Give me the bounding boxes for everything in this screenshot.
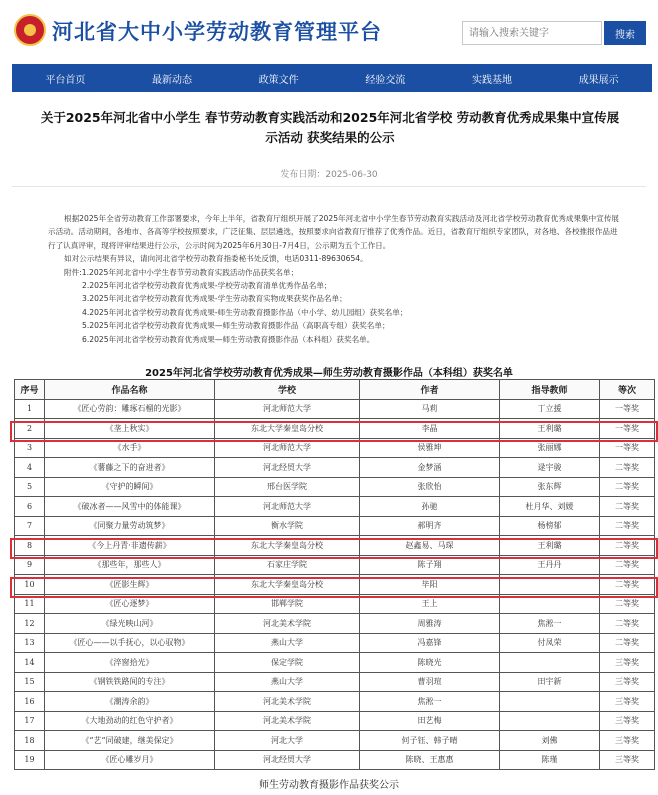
header-cell: 指导教师 — [500, 380, 600, 400]
table-cell: 二等奖 — [600, 536, 655, 556]
table-cell: 河北美术学院 — [215, 614, 360, 634]
table-cell: 赵鑫易、马琛 — [360, 536, 500, 556]
table-cell: 《淬窗拾光》 — [45, 653, 215, 673]
table-row — [15, 692, 655, 712]
table-cell: 邢台医学院 — [215, 477, 360, 497]
table-cell: 19 — [15, 750, 45, 770]
table-cell — [500, 692, 600, 712]
table-cell: 一等奖 — [600, 419, 655, 439]
table-row — [15, 750, 655, 770]
table-cell: 三等奖 — [600, 692, 655, 712]
table-cell: 周雅涛 — [360, 614, 500, 634]
table-cell: 河北师范大学 — [215, 438, 360, 458]
table-cell: 一等奖 — [600, 438, 655, 458]
table-row — [15, 594, 655, 614]
table-cell: 河北经贸大学 — [215, 750, 360, 770]
table-cell: 2 — [15, 419, 45, 439]
header-cell: 作品名称 — [45, 380, 215, 400]
search-button[interactable]: 搜索 — [604, 21, 646, 45]
table-cell: 5 — [15, 477, 45, 497]
table-cell: 刘佛 — [500, 731, 600, 751]
nav-item-exchange[interactable]: 经验交流 — [365, 74, 406, 86]
table-cell: 18 — [15, 731, 45, 751]
attachment-item[interactable]: 3.2025年河北省学校劳动教育优秀成果-学生劳动教育实物成果获奖作品名单； — [82, 294, 347, 304]
main-nav — [12, 64, 652, 92]
table-cell: 《水手》 — [45, 438, 215, 458]
table-cell: 焦淞一 — [360, 692, 500, 712]
divider — [12, 186, 646, 187]
table-cell: 《大地劲动的红色守护者》 — [45, 711, 215, 731]
table-cell: 陈晓、王惠惠 — [360, 750, 500, 770]
table-row — [15, 672, 655, 692]
table-cell: 9 — [15, 555, 45, 575]
table-cell: 河北师范大学 — [215, 399, 360, 419]
table-cell — [500, 711, 600, 731]
table-cell: 陈瑾 — [500, 750, 600, 770]
table-cell: 杜月华、刘媛 — [500, 497, 600, 517]
table-cell: 17 — [15, 711, 45, 731]
table-cell: 8 — [15, 536, 45, 556]
table-cell: 6 — [15, 497, 45, 517]
table-cell: 三等奖 — [600, 653, 655, 673]
table-cell — [500, 653, 600, 673]
image-caption: 师生劳动教育摄影作品获奖公示 — [259, 780, 399, 791]
table-cell: 田艺梅 — [360, 711, 500, 731]
table-cell: 马莉 — [360, 399, 500, 419]
header-cell: 学校 — [215, 380, 360, 400]
table-cell: 曹羽瑄 — [360, 672, 500, 692]
table-cell: 二等奖 — [600, 516, 655, 536]
table-cell: 二等奖 — [600, 458, 655, 478]
table-cell: 张东辉 — [500, 477, 600, 497]
table-cell: 孙驰 — [360, 497, 500, 517]
table-row — [15, 419, 655, 439]
header-cell: 序号 — [15, 380, 45, 400]
header-cell: 等次 — [600, 380, 655, 400]
site-header — [0, 0, 658, 62]
table-cell: 田宇新 — [500, 672, 600, 692]
table-cell: 陈子翔 — [360, 555, 500, 575]
emblem-icon[interactable] — [14, 14, 46, 46]
table-cell: 河北师范大学 — [215, 497, 360, 517]
table-cell: 李晶 — [360, 419, 500, 439]
table-cell: 冯嘉锋 — [360, 633, 500, 653]
table-cell: 二等奖 — [600, 575, 655, 595]
table-cell: 二等奖 — [600, 555, 655, 575]
nav-item-bases[interactable]: 实践基地 — [472, 74, 513, 86]
table-cell: 丁立援 — [500, 399, 600, 419]
table-header-row — [15, 380, 655, 400]
table-cell: 《绿光映山河》 — [45, 614, 215, 634]
table-cell: 衡水学院 — [215, 516, 360, 536]
table-cell: 张丽娜 — [500, 438, 600, 458]
table-cell: 11 — [15, 594, 45, 614]
table-cell: 王丹丹 — [500, 555, 600, 575]
table-cell: 东北大学秦皇岛分校 — [215, 419, 360, 439]
table-cell: 王利璐 — [500, 419, 600, 439]
table-cell: 《匠心——以手抚心，以心驭物》 — [45, 633, 215, 653]
table-cell: 东北大学秦皇岛分校 — [215, 575, 360, 595]
nav-item-achievements[interactable]: 成果展示 — [578, 74, 619, 86]
table-cell: 《匠心劳韵：雕琢石榴的光影》 — [45, 399, 215, 419]
table-cell: 《薯藤之下的奋进者》 — [45, 458, 215, 478]
table-row — [15, 614, 655, 634]
table-cell: 三等奖 — [600, 672, 655, 692]
table-row — [15, 731, 655, 751]
table-cell: 13 — [15, 633, 45, 653]
table-cell: 《钢铁铁路间的专注》 — [45, 672, 215, 692]
table-row — [15, 399, 655, 419]
attachment-item[interactable]: 6.2025年河北省学校劳动教育优秀成果—师生劳动教育摄影作品（本科组）获奖名单。 — [82, 334, 375, 344]
table-cell: 付凤荣 — [500, 633, 600, 653]
table-cell: 保定学院 — [215, 653, 360, 673]
table-cell: 16 — [15, 692, 45, 712]
table-cell: 逯宇骏 — [500, 458, 600, 478]
table-cell: 二等奖 — [600, 633, 655, 653]
table-cell: 焦淞一 — [500, 614, 600, 634]
header-cell: 作者 — [360, 380, 500, 400]
nav-item-home[interactable]: 平台首页 — [45, 74, 86, 86]
table-cell: 河北经贸大学 — [215, 458, 360, 478]
table-cell: 15 — [15, 672, 45, 692]
table-cell: 《那些年，那些人》 — [45, 555, 215, 575]
table-cell: 二等奖 — [600, 594, 655, 614]
table-cell: 《潮涛余韵》 — [45, 692, 215, 712]
table-cell: 《垄上秋实》 — [45, 419, 215, 439]
table-cell: 3 — [15, 438, 45, 458]
table-cell: 《匠心逐梦》 — [45, 594, 215, 614]
table-row — [15, 575, 655, 595]
table-cell: 邯郸学院 — [215, 594, 360, 614]
table-cell: 三等奖 — [600, 731, 655, 751]
paragraph: 如对公示结果有异议，请向河北省学校劳动教育指委秘书处反馈，电话0311-89630654。 — [64, 254, 368, 264]
table-cell: 毕阳 — [360, 575, 500, 595]
table-cell — [500, 594, 600, 614]
table-cell: 郝明齐 — [360, 516, 500, 536]
attachment-item[interactable]: 2.2025年河北省学校劳动教育优秀成果-学校劳动教育清单优秀作品名单； — [82, 281, 332, 291]
table-cell: 王上 — [360, 594, 500, 614]
table-title: 2025年河北省学校劳动教育优秀成果—师生劳动教育摄影作品（本科组）获奖名单 — [145, 368, 513, 379]
attachment-item[interactable]: 4.2025年河北省学校劳动教育优秀成果-师生劳动教育摄影作品（中小学、幼儿园组）获奖名单； — [82, 307, 408, 317]
table-cell: 二等奖 — [600, 614, 655, 634]
paragraph: 根据2025年全省劳动教育工作部署要求，今年上半年，省教育厅组织开展了2025年河北省中小学生春节劳动教育实践活动及河北省学校劳动教育优秀成果集中宣传展示活动。活动期间，各地市、各高等学校按照要求，广泛征集、层层遴选，按照要求向省教育厅推荐了优秀作品。近日，省教育厅组织专家团队，对各地、各校推报作品进行了认真评审，现将评审结果进行公示，公示时间为2025年6月30日-7月4日，公示期为五个工作日。 — [48, 214, 620, 250]
table-cell: 陈晓光 — [360, 653, 500, 673]
search-input[interactable] — [462, 21, 602, 45]
table-cell: 杨榜郁 — [500, 516, 600, 536]
table-cell: 燕山大学 — [215, 633, 360, 653]
publish-date: 发布日期：2025-06-30 — [280, 170, 378, 180]
table-cell: 1 — [15, 399, 45, 419]
table-cell: 东北大学秦皇岛分校 — [215, 536, 360, 556]
table-row — [15, 438, 655, 458]
table-cell: 金梦涵 — [360, 458, 500, 478]
table-cell: 河北大学 — [215, 731, 360, 751]
nav-item-news[interactable]: 最新动态 — [152, 74, 192, 86]
table-cell: 二等奖 — [600, 477, 655, 497]
table-cell — [500, 575, 600, 595]
table-cell: 《破冰者——风雪中的体能课》 — [45, 497, 215, 517]
table-row — [15, 497, 655, 517]
table-cell: 三等奖 — [600, 711, 655, 731]
table-row — [15, 516, 655, 536]
table-cell: 二等奖 — [600, 497, 655, 517]
table-cell: 7 — [15, 516, 45, 536]
table-row — [15, 458, 655, 478]
site-title[interactable]: 河北省大中小学劳动教育管理平台 — [52, 20, 382, 44]
table-cell: 4 — [15, 458, 45, 478]
table-row — [15, 711, 655, 731]
table-cell: 燕山大学 — [215, 672, 360, 692]
table-cell: 14 — [15, 653, 45, 673]
table-cell: 《匠心雕岁月》 — [45, 750, 215, 770]
table-cell: 河北美术学院 — [215, 711, 360, 731]
table-cell: 《同聚力量劳动筑梦》 — [45, 516, 215, 536]
table-cell: 张欣怡 — [360, 477, 500, 497]
table-row — [15, 555, 655, 575]
table-cell: 12 — [15, 614, 45, 634]
table-row — [15, 633, 655, 653]
table-cell: 《匠影生辉》 — [45, 575, 215, 595]
article-title: 关于2025年河北省中小学生 春节劳动教育实践活动和2025年河北省学校 劳动教育优秀成果集中宣传展示活动 获奖结果的公示 — [40, 110, 620, 145]
table-cell: 侯雅坤 — [360, 438, 500, 458]
table-row — [15, 653, 655, 673]
table-cell: 《“艺”同破建，继美保定》 — [45, 731, 215, 751]
table-cell: 何子钰、韩子晴 — [360, 731, 500, 751]
table-cell: 10 — [15, 575, 45, 595]
table-cell: 《守护的瞬间》 — [45, 477, 215, 497]
table-cell: 三等奖 — [600, 750, 655, 770]
table-cell: 《今上丹青·非遗传薪》 — [45, 536, 215, 556]
nav-item-policy[interactable]: 政策文件 — [258, 74, 299, 86]
table-cell: 石家庄学院 — [215, 555, 360, 575]
attachment-item[interactable]: 5.2025年河北省学校劳动教育优秀成果—师生劳动教育摄影作品（高职高专组）获奖名单； — [82, 321, 390, 331]
table-row — [15, 536, 655, 556]
awards-table — [14, 379, 655, 770]
table-row — [15, 477, 655, 497]
attachment-item[interactable]: 附件:1.2025年河北省中小学生春节劳动教育实践活动作品获奖名单； — [64, 267, 299, 277]
table-cell: 王利璐 — [500, 536, 600, 556]
table-cell: 一等奖 — [600, 399, 655, 419]
article-body — [48, 212, 620, 346]
table-cell: 河北美术学院 — [215, 692, 360, 712]
